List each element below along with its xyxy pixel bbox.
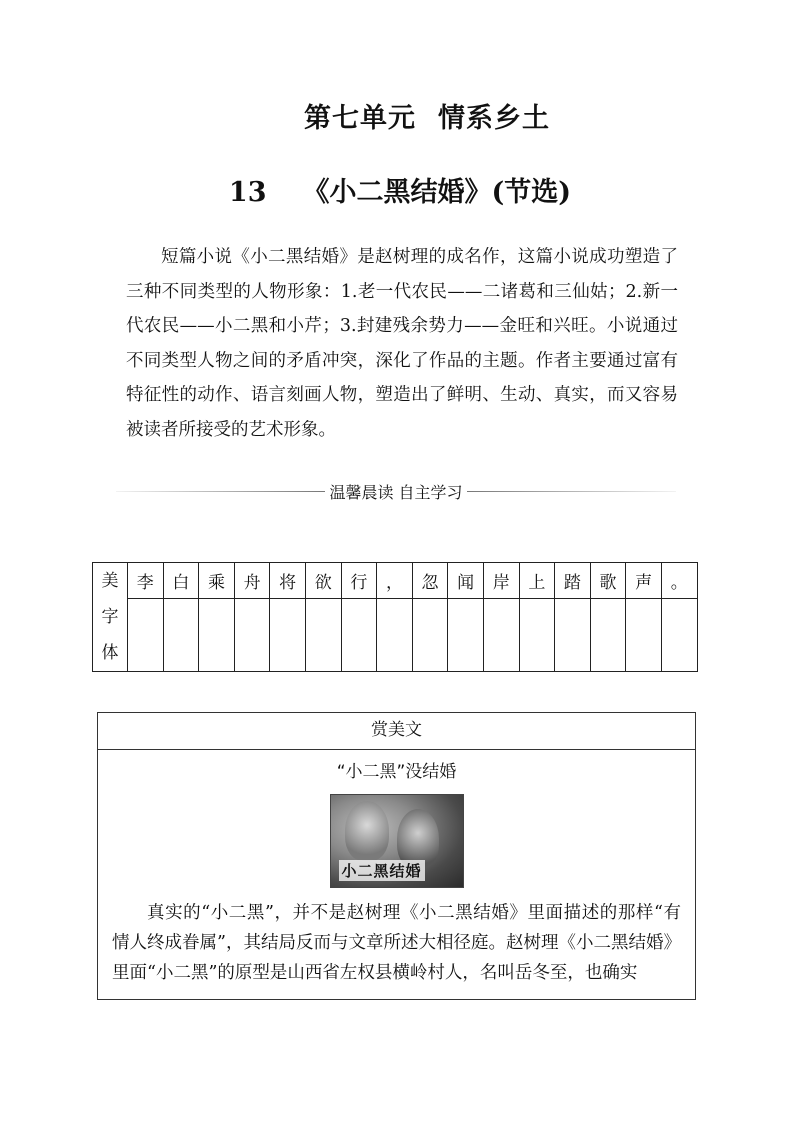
copybook-char: 声	[626, 563, 662, 599]
practice-cell[interactable]	[270, 599, 306, 672]
poster-figure-man	[345, 801, 389, 861]
practice-cell[interactable]	[555, 599, 591, 672]
copybook-char: ，	[377, 563, 413, 599]
lesson-name: 《小二黑结婚》(节选)	[302, 177, 572, 208]
copybook-label-char: 字	[101, 607, 119, 627]
copybook-char: 白	[163, 563, 199, 599]
copybook-char: 将	[270, 563, 306, 599]
unit-title	[0, 96, 794, 135]
copybook-char: 闻	[448, 563, 484, 599]
lesson-title	[0, 170, 794, 209]
movie-poster-image	[330, 794, 464, 888]
unit-theme: 情系乡土	[438, 103, 550, 134]
practice-cell[interactable]	[412, 599, 448, 672]
practice-cell[interactable]	[626, 599, 662, 672]
copybook-label	[93, 563, 128, 672]
copybook-table	[92, 562, 698, 672]
practice-cell[interactable]	[128, 599, 164, 672]
copybook-char: 行	[341, 563, 377, 599]
practice-cell[interactable]	[483, 599, 519, 672]
appreciation-box	[97, 712, 696, 1000]
practice-cell[interactable]	[661, 599, 697, 672]
practice-cell[interactable]	[199, 599, 235, 672]
copybook-char: 歌	[590, 563, 626, 599]
copybook-label-char: 美	[101, 571, 119, 591]
practice-cell[interactable]	[234, 599, 270, 672]
practice-cell[interactable]	[590, 599, 626, 672]
unit-number: 第七单元	[304, 103, 416, 134]
practice-cell[interactable]	[448, 599, 484, 672]
copybook-char: 乘	[199, 563, 235, 599]
practice-cell[interactable]	[519, 599, 555, 672]
poster-title: 小二黑结婚	[339, 860, 425, 881]
copybook-char: 李	[128, 563, 164, 599]
copybook-label-char: 体	[101, 643, 119, 663]
intro-paragraph: 短篇小说《小二黑结婚》是赵树理的成名作，这篇小说成功塑造了三种不同类型的人物形象：1.老一代农民——二诸葛和三仙姑；2.新一代农民——小二黑和小芹；3.封建残余势力——金旺和兴旺。小说通过不同类型人物之间的矛盾冲突，深化了作品的主题。作者主要通过富有特征性的动作、语言刻画人物，塑造出了鲜明、生动、真实，而又容易被读者所接受的艺术形象。	[126, 247, 678, 440]
practice-cell[interactable]	[305, 599, 341, 672]
copybook-char: 忽	[412, 563, 448, 599]
copybook-practice-row	[93, 599, 698, 672]
copybook-char: 欲	[305, 563, 341, 599]
section-divider	[116, 478, 676, 504]
divider-line-left	[116, 491, 325, 492]
article-title: “小二黑”没结婚	[336, 762, 457, 782]
practice-cell[interactable]	[163, 599, 199, 672]
copybook-char: 岸	[483, 563, 519, 599]
copybook-char: 。	[661, 563, 697, 599]
appreciation-header: 赏美文	[98, 713, 695, 750]
copybook-char: 踏	[555, 563, 591, 599]
copybook-char: 舟	[234, 563, 270, 599]
practice-cell[interactable]	[341, 599, 377, 672]
practice-cell[interactable]	[377, 599, 413, 672]
section-divider-label: 温馨晨读 自主学习	[329, 482, 463, 502]
divider-line-right	[467, 491, 676, 492]
copybook-char: 上	[519, 563, 555, 599]
copybook-char-row	[93, 563, 698, 599]
lesson-number: 13	[228, 177, 267, 208]
article-body: 真实的“小二黑”，并不是赵树理《小二黑结婚》里面描述的那样“有情人终成眷属”，其结局反而与文章所述大相径庭。赵树理《小二黑结婚》里面“小二黑”的原型是山西省左权县横岭村人，名叫岳冬至，也确实	[112, 903, 681, 983]
